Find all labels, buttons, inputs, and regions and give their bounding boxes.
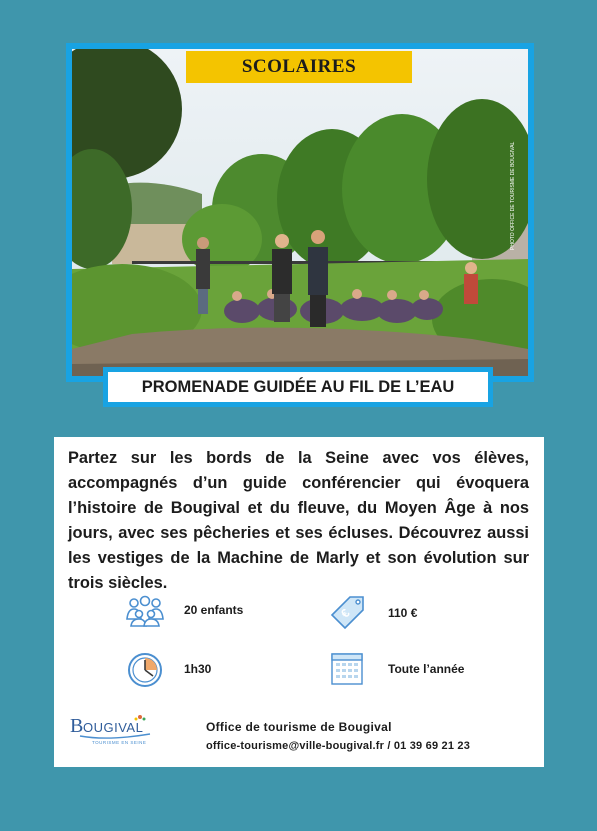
school-group-photo	[72, 49, 528, 376]
logo-initial: B	[70, 715, 84, 737]
logo-word: OUGIVAL	[83, 720, 144, 735]
category-tag-label: SCOLAIRES	[241, 56, 357, 77]
category-tag	[186, 51, 412, 83]
group-icon	[126, 595, 164, 627]
photo-frame	[66, 43, 534, 382]
svg-text:€: €	[337, 606, 353, 621]
logo-tagline: TOURISME EN SEINE	[92, 740, 147, 745]
page-title: PROMENADE GUIDÉE AU FIL DE L’EAU	[141, 377, 455, 396]
description: Partez sur les bords de la Seine avec vos élèves, accompagnés d’un guide conférencier qui évoquera l’histoire de Bougival et du fleuve, du Moyen Âge à nos jours, avec ses pêcheries et ses écluses. Découvrez aussi les vestiges de la Machine de Marly et son évolution sur trois siècles.	[68, 449, 529, 592]
euro-tag-icon	[330, 593, 366, 629]
photo-credit: PHOTO OFFICE DE TOURISME DE BOUGIVAL	[510, 141, 516, 250]
title-banner	[103, 367, 493, 407]
calendar-icon	[331, 651, 363, 685]
duration: 1h30	[184, 662, 212, 676]
office-contact[interactable]: office-tourisme@ville-bougival.fr / 01 39 69 21 23	[206, 740, 471, 752]
info-card	[54, 437, 544, 767]
price: 110 €	[388, 606, 418, 620]
bougival-logo	[68, 710, 158, 746]
group-size: 20 enfants	[184, 603, 244, 617]
clock-icon	[127, 652, 163, 688]
office-name: Office de tourisme de Bougival	[206, 720, 392, 734]
period: Toute l’année	[388, 662, 465, 676]
